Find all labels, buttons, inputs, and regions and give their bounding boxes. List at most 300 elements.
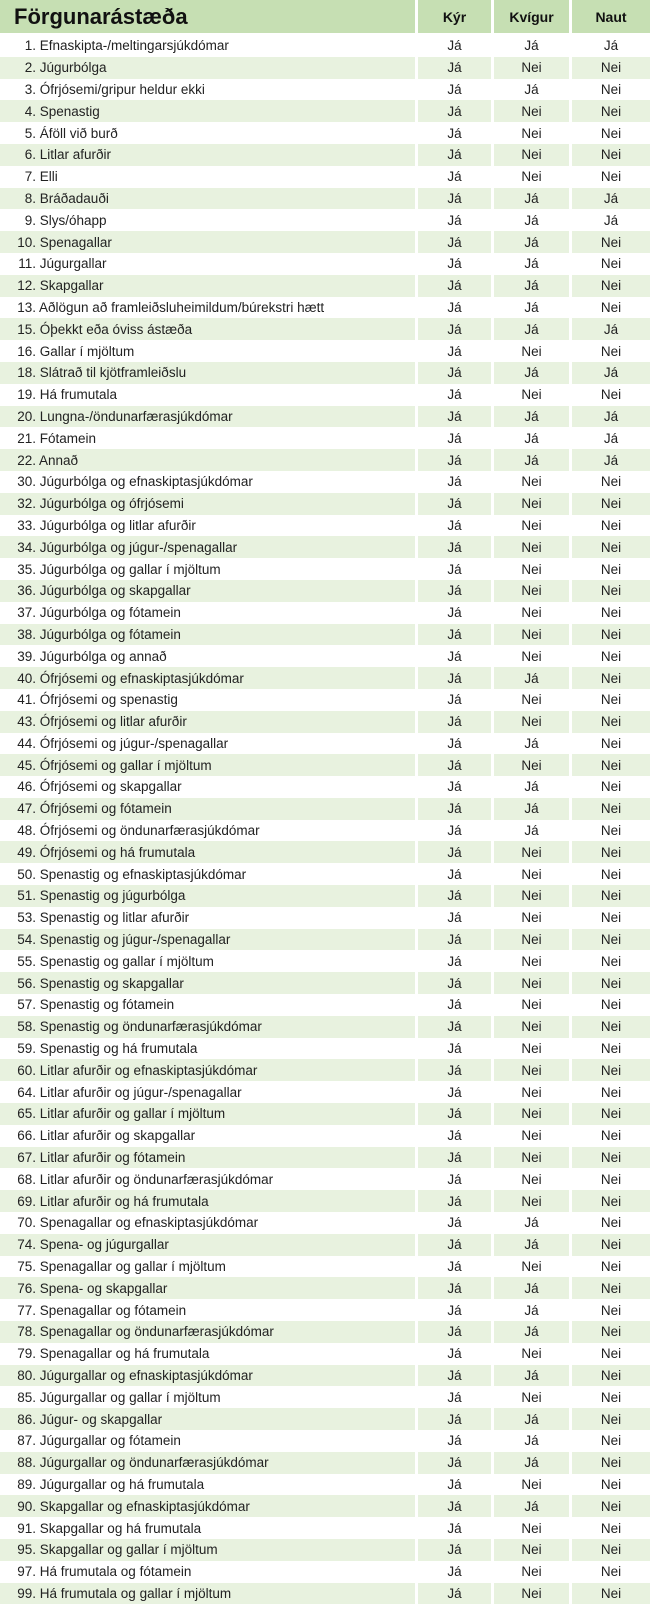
reason-cell: [0, 1234, 418, 1256]
bulls-value: Nei: [572, 1343, 650, 1365]
heifers-value: Nei: [494, 1125, 572, 1147]
reason-cell: [0, 624, 418, 646]
table-row: [0, 362, 650, 384]
heifers-value: Nei: [494, 1256, 572, 1278]
reason-cell: [0, 580, 418, 602]
bulls-value: Nei: [572, 122, 650, 144]
table-row: [0, 907, 650, 929]
reason-code: 43.: [17, 714, 36, 730]
reason-label: Skapgallar: [39, 278, 104, 294]
heifers-value: Nei: [494, 972, 572, 994]
reason-label: Spenastig: [39, 103, 100, 119]
heifers-value: Nei: [494, 384, 572, 406]
reason-label: Júgurbólga og efnaskiptasjúkdómar: [39, 474, 253, 490]
reason-label: Júgurbólga og gallar í mjöltum: [39, 561, 221, 577]
reason-label: Litlar afurðir og öndunarfærasjúkdómar: [39, 1171, 274, 1187]
reason-code: 55.: [17, 953, 36, 969]
reason-code: 65.: [17, 1106, 36, 1122]
reason-label: Ófrjósemi og júgur-/spenagallar: [39, 735, 229, 751]
bulls-value: Nei: [572, 57, 650, 79]
heifers-value: Já: [494, 209, 572, 231]
bulls-value: Nei: [572, 384, 650, 406]
table-row: [0, 1386, 650, 1408]
cows-value: Já: [418, 253, 494, 275]
reason-label: Áföll við burð: [39, 125, 118, 141]
reason-cell: [0, 1299, 418, 1321]
cows-value: Já: [418, 449, 494, 471]
reason-cell: [0, 449, 418, 471]
reason-cell: [0, 1125, 418, 1147]
cows-value: Já: [418, 1168, 494, 1190]
heifers-value: Já: [494, 820, 572, 842]
reason-label: Júgurbólga og ófrjósemi: [39, 496, 184, 512]
bulls-value: Nei: [572, 1016, 650, 1038]
cows-value: Já: [418, 820, 494, 842]
cows-value: Já: [418, 166, 494, 188]
reason-label: Litlar afurðir og fótamein: [39, 1150, 186, 1166]
reason-label: Júgurgallar: [39, 256, 107, 272]
reason-code: 33.: [17, 517, 36, 533]
bulls-value: Nei: [572, 711, 650, 733]
reason-code: 21.: [17, 430, 36, 446]
reason-label: Júgurbólga og litlar afurðir: [39, 517, 196, 533]
heifers-value: Já: [494, 318, 572, 340]
reason-code: 74.: [17, 1237, 36, 1253]
reason-cell: [0, 362, 418, 384]
heifers-value: Já: [494, 406, 572, 428]
table-row: [0, 122, 650, 144]
heifers-value: Nei: [494, 1583, 572, 1604]
cows-value: Já: [418, 1277, 494, 1299]
reason-code: 35.: [17, 561, 36, 577]
cows-value: Já: [418, 515, 494, 537]
reason-code: 70.: [17, 1215, 36, 1231]
reason-code: 40.: [17, 670, 36, 686]
bulls-value: Nei: [572, 1081, 650, 1103]
heifers-value: Nei: [494, 1474, 572, 1496]
reason-cell: [0, 820, 418, 842]
reason-code: 38.: [17, 626, 36, 642]
reason-code: 11.: [18, 256, 36, 272]
heifers-value: Nei: [494, 929, 572, 951]
reason-code: 97.: [17, 1564, 36, 1580]
bulls-value: Nei: [572, 1365, 650, 1387]
reason-label: Ófrjósemi og fótamein: [39, 801, 172, 817]
reason-label: Júgurbólga og skapgallar: [39, 583, 191, 599]
reason-code: 6.: [24, 147, 36, 163]
table-row: [0, 493, 650, 515]
reason-label: Spenagallar og gallar í mjöltum: [39, 1259, 226, 1275]
reason-label: Júgurgallar og öndunarfærasjúkdómar: [39, 1455, 269, 1471]
table-row: [0, 188, 650, 210]
table-row: [0, 972, 650, 994]
reason-cell: [0, 1474, 418, 1496]
reason-code: 37.: [17, 605, 36, 621]
heifers-value: Nei: [494, 558, 572, 580]
bulls-value: Nei: [572, 580, 650, 602]
reason-label: Júgurgallar og há frumutala: [39, 1476, 205, 1492]
bulls-value: Nei: [572, 994, 650, 1016]
cows-value: Já: [418, 493, 494, 515]
reason-cell: [0, 340, 418, 362]
heifers-value: Já: [494, 798, 572, 820]
reason-cell: [0, 1517, 418, 1539]
table-row: [0, 406, 650, 428]
cows-value: Já: [418, 1234, 494, 1256]
reason-label: Júgurbólga: [39, 60, 107, 76]
cows-value: Já: [418, 362, 494, 384]
reason-code: 95.: [17, 1542, 36, 1558]
reason-cell: [0, 841, 418, 863]
bulls-value: Nei: [572, 1299, 650, 1321]
heifers-value: Nei: [494, 711, 572, 733]
reason-label: Spenastig og fótamein: [39, 997, 175, 1013]
reason-cell: [0, 35, 418, 57]
reason-label: Litlar afurðir og há frumutala: [39, 1193, 209, 1209]
table-row: [0, 580, 650, 602]
heifers-value: Já: [494, 1212, 572, 1234]
reason-cell: [0, 1081, 418, 1103]
bulls-value: Nei: [572, 1059, 650, 1081]
bulls-value: Nei: [572, 1234, 650, 1256]
reason-cell: [0, 384, 418, 406]
reason-cell: [0, 406, 418, 428]
cows-value: Já: [418, 384, 494, 406]
table-row: [0, 536, 650, 558]
bulls-value: Nei: [572, 536, 650, 558]
reason-cell: [0, 231, 418, 253]
table-row: [0, 994, 650, 1016]
cows-value: Já: [418, 733, 494, 755]
cows-value: Já: [418, 35, 494, 57]
reason-cell: [0, 1495, 418, 1517]
table-row: [0, 1147, 650, 1169]
reason-code: 41.: [17, 692, 36, 708]
bulls-value: Nei: [572, 667, 650, 689]
cows-value: Já: [418, 1583, 494, 1604]
table-row: [0, 1212, 650, 1234]
heifers-value: Já: [494, 79, 572, 101]
heifers-value: Nei: [494, 1517, 572, 1539]
bulls-value: Nei: [572, 733, 650, 755]
heifers-value: Nei: [494, 166, 572, 188]
bulls-value: Nei: [572, 231, 650, 253]
reason-cell: [0, 1561, 418, 1583]
reason-cell: [0, 427, 418, 449]
heifers-value: Já: [494, 1277, 572, 1299]
cows-value: Já: [418, 1517, 494, 1539]
reason-label: Júgurgallar og efnaskiptasjúkdómar: [39, 1368, 253, 1383]
bulls-value: Nei: [572, 79, 650, 101]
cows-value: Já: [418, 297, 494, 319]
heifers-value: Já: [494, 1408, 572, 1430]
reason-code: 34.: [17, 539, 36, 555]
bulls-value: Nei: [572, 1277, 650, 1299]
cows-value: Já: [418, 144, 494, 166]
heifers-value: Nei: [494, 1168, 572, 1190]
reason-cell: [0, 1059, 418, 1081]
heifers-value: Já: [494, 253, 572, 275]
reason-label: Annað: [39, 452, 79, 468]
heifers-value: Já: [494, 1365, 572, 1387]
table-row: [0, 1038, 650, 1060]
table-row: [0, 1452, 650, 1474]
reason-cell: [0, 1386, 418, 1408]
bulls-value: Nei: [572, 493, 650, 515]
table-row: [0, 711, 650, 733]
bulls-value: Nei: [572, 100, 650, 122]
reason-code: 16.: [17, 343, 36, 359]
reason-label: Ófrjósemi og öndunarfærasjúkdómar: [39, 823, 260, 839]
bulls-value: Nei: [572, 1452, 650, 1474]
heifers-value: Nei: [494, 907, 572, 929]
heifers-value: Nei: [494, 1539, 572, 1561]
cows-value: Já: [418, 536, 494, 558]
cows-value: Já: [418, 1561, 494, 1583]
cows-value: Já: [418, 1147, 494, 1169]
reason-cell: [0, 1321, 418, 1343]
reason-label: Slys/óhapp: [39, 212, 107, 228]
bulls-value: Nei: [572, 1256, 650, 1278]
table-row: [0, 1190, 650, 1212]
reason-label: Spena- og júgurgallar: [39, 1237, 169, 1253]
heifers-value: Nei: [494, 122, 572, 144]
reason-code: 19.: [17, 387, 36, 403]
reason-code: 45.: [17, 757, 36, 773]
table-row: [0, 1016, 650, 1038]
bulls-value: Nei: [572, 1103, 650, 1125]
heifers-value: Já: [494, 776, 572, 798]
heifers-value: Já: [494, 1299, 572, 1321]
heifers-value: Nei: [494, 515, 572, 537]
cows-value: Já: [418, 1190, 494, 1212]
reason-code: 39.: [17, 648, 36, 664]
table-row: [0, 841, 650, 863]
heifers-value: Já: [494, 275, 572, 297]
cows-value: Já: [418, 950, 494, 972]
bulls-value: Nei: [572, 558, 650, 580]
reason-cell: [0, 907, 418, 929]
heifers-value: Nei: [494, 1081, 572, 1103]
cows-value: Já: [418, 209, 494, 231]
heifers-value: Nei: [494, 863, 572, 885]
table-row: [0, 1277, 650, 1299]
cows-value: Já: [418, 1343, 494, 1365]
cows-value: Já: [418, 667, 494, 689]
table-row: [0, 929, 650, 951]
reason-code: 88.: [17, 1455, 36, 1471]
heifers-value: Nei: [494, 100, 572, 122]
table-row: [0, 733, 650, 755]
cows-value: Já: [418, 1125, 494, 1147]
bulls-value: Nei: [572, 1168, 650, 1190]
table-row: [0, 885, 650, 907]
reason-code: 56.: [17, 975, 36, 991]
bulls-value: Nei: [572, 1539, 650, 1561]
heifers-value: Nei: [494, 1190, 572, 1212]
reason-cell: [0, 79, 418, 101]
reason-cell: [0, 950, 418, 972]
bulls-value: Já: [572, 406, 650, 428]
reason-label: Júgurbólga og fótamein: [39, 605, 181, 621]
reason-code: 75.: [17, 1259, 36, 1275]
table-row: [0, 1561, 650, 1583]
reason-label: Litlar afurðir og gallar í mjöltum: [39, 1106, 226, 1122]
table-row: [0, 820, 650, 842]
cows-value: Já: [418, 972, 494, 994]
table-row: [0, 449, 650, 471]
reason-cell: [0, 275, 418, 297]
heifers-value: Já: [494, 1452, 572, 1474]
reason-cell: [0, 188, 418, 210]
heifers-value: Nei: [494, 885, 572, 907]
reason-label: Há frumutala og gallar í mjöltum: [39, 1585, 232, 1601]
reason-code: 22.: [17, 452, 36, 468]
cows-value: Já: [418, 580, 494, 602]
table-row: [0, 1103, 650, 1125]
heifers-value: Já: [494, 733, 572, 755]
reason-cell: [0, 1168, 418, 1190]
cows-value: Já: [418, 1016, 494, 1038]
reason-label: Spenastig og júgurbólga: [39, 888, 186, 904]
reason-label: Júgurbólga og fótamein: [39, 626, 181, 642]
reason-label: Há frumutala: [39, 387, 118, 403]
bulls-value: Nei: [572, 929, 650, 951]
cows-value: Já: [418, 1212, 494, 1234]
cows-value: Já: [418, 1038, 494, 1060]
bulls-value: Nei: [572, 253, 650, 275]
reason-code: 54.: [17, 932, 36, 948]
heifers-value: Nei: [494, 1147, 572, 1169]
bulls-value: Nei: [572, 907, 650, 929]
cows-value: Já: [418, 907, 494, 929]
reason-label: Spenagallar og öndunarfærasjúkdómar: [39, 1324, 274, 1340]
reason-code: 78.: [17, 1324, 36, 1340]
reason-code: 2.: [24, 60, 36, 76]
reason-cell: [0, 1452, 418, 1474]
reason-label: Óþekkt eða óviss ástæða: [39, 321, 193, 337]
bulls-value: Nei: [572, 972, 650, 994]
reason-label: Fótamein: [39, 430, 97, 446]
reason-code: 89.: [17, 1476, 36, 1492]
reason-label: Spenagallar: [39, 234, 112, 250]
table-row: [0, 471, 650, 493]
cows-value: Já: [418, 79, 494, 101]
reason-label: Litlar afurðir og efnaskiptasjúkdómar: [39, 1062, 258, 1078]
reason-cell: [0, 100, 418, 122]
bulls-value: Nei: [572, 340, 650, 362]
reason-cell: [0, 536, 418, 558]
table-row: [0, 231, 650, 253]
reason-cell: [0, 1365, 418, 1387]
reason-label: Spena- og skapgallar: [39, 1280, 168, 1296]
heifers-value: Nei: [494, 624, 572, 646]
cows-value: Já: [418, 885, 494, 907]
reason-label: Ófrjósemi og gallar í mjöltum: [39, 757, 212, 773]
cows-value: Já: [418, 427, 494, 449]
table-row: [0, 79, 650, 101]
bulls-value: Nei: [572, 624, 650, 646]
bulls-value: Nei: [572, 1430, 650, 1452]
reason-code: 46.: [17, 779, 36, 795]
cows-value: Já: [418, 798, 494, 820]
bulls-value: Nei: [572, 754, 650, 776]
heifers-value: Nei: [494, 493, 572, 515]
table-row: [0, 1234, 650, 1256]
bulls-value: Nei: [572, 471, 650, 493]
reason-code: 91.: [17, 1520, 36, 1536]
cows-value: Já: [418, 1495, 494, 1517]
table-row: [0, 427, 650, 449]
cows-value: Já: [418, 122, 494, 144]
heifers-value: Nei: [494, 1059, 572, 1081]
bulls-value: Nei: [572, 689, 650, 711]
bulls-value: Já: [572, 427, 650, 449]
bulls-value: Nei: [572, 1583, 650, 1604]
reason-code: 13.: [17, 299, 36, 315]
header-heifers: Kvígur: [494, 0, 572, 35]
reason-code: 50.: [17, 866, 36, 882]
reason-cell: [0, 166, 418, 188]
table-header: [0, 0, 650, 35]
reason-code: 58.: [17, 1019, 36, 1035]
cows-value: Já: [418, 188, 494, 210]
bulls-value: Nei: [572, 297, 650, 319]
cows-value: Já: [418, 558, 494, 580]
reason-code: 59.: [17, 1041, 36, 1057]
reason-cell: [0, 667, 418, 689]
table-row: [0, 297, 650, 319]
reason-code: 67.: [17, 1150, 36, 1166]
heifers-value: Já: [494, 1321, 572, 1343]
reason-code: 44.: [17, 735, 36, 751]
reason-cell: [0, 144, 418, 166]
bulls-value: Já: [572, 209, 650, 231]
reason-label: Ófrjósemi og litlar afurðir: [39, 714, 187, 730]
heifers-value: Já: [494, 362, 572, 384]
bulls-value: Nei: [572, 1190, 650, 1212]
cows-value: Já: [418, 1539, 494, 1561]
reason-code: 4.: [24, 103, 36, 119]
cows-value: Já: [418, 863, 494, 885]
reason-cell: [0, 297, 418, 319]
reason-label: Skapgallar og efnaskiptasjúkdómar: [39, 1498, 250, 1514]
reason-label: Spenastig og skapgallar: [39, 975, 184, 991]
cows-value: Já: [418, 689, 494, 711]
reason-cell: [0, 1038, 418, 1060]
bulls-value: Nei: [572, 645, 650, 667]
heifers-value: Já: [494, 667, 572, 689]
heifers-value: Nei: [494, 1038, 572, 1060]
reason-cell: [0, 994, 418, 1016]
reason-cell: [0, 1256, 418, 1278]
reason-cell: [0, 863, 418, 885]
reason-label: Júgurgallar og fótamein: [39, 1433, 181, 1449]
cows-value: Já: [418, 471, 494, 493]
heifers-value: Nei: [494, 645, 572, 667]
bulls-value: Nei: [572, 1561, 650, 1583]
reason-cell: [0, 253, 418, 275]
table-row: [0, 1517, 650, 1539]
reason-label: Slátrað til kjötframleiðslu: [39, 365, 187, 381]
bulls-value: Nei: [572, 1321, 650, 1343]
cows-value: Já: [418, 1474, 494, 1496]
reason-code: 57.: [17, 997, 36, 1013]
reason-code: 15.: [17, 321, 36, 337]
reason-label: Spenagallar og efnaskiptasjúkdómar: [39, 1215, 259, 1231]
reason-label: Há frumutala og fótamein: [39, 1564, 192, 1580]
reason-cell: [0, 1430, 418, 1452]
